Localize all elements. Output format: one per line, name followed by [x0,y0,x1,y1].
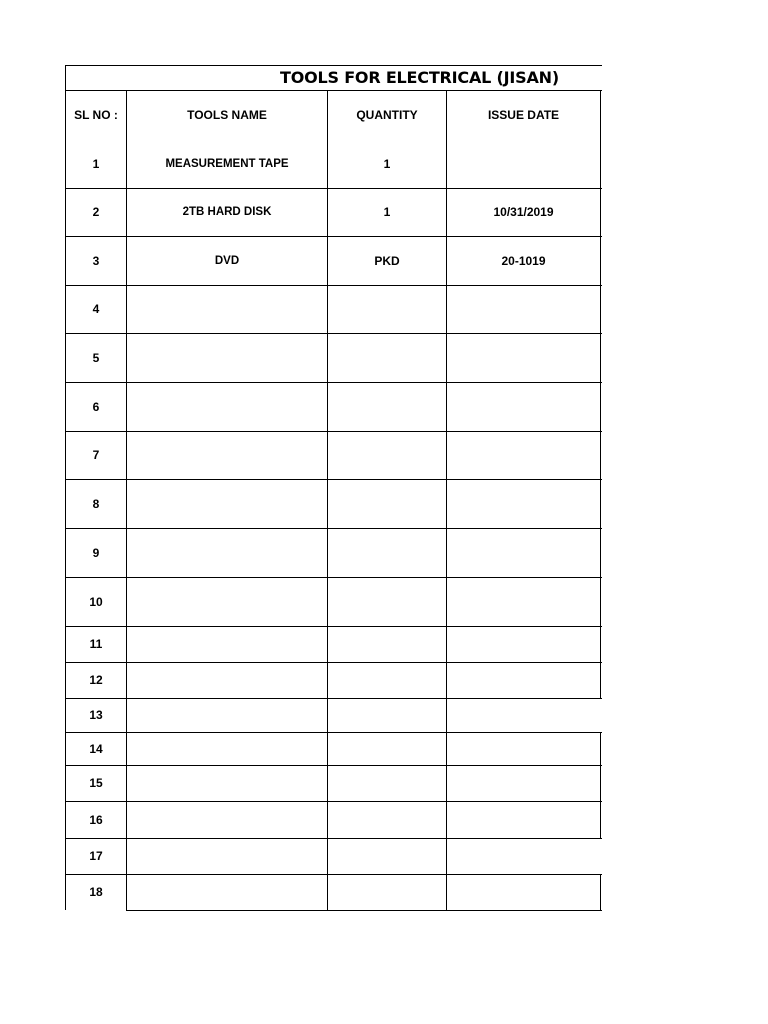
cell-issue-date [446,382,601,431]
cell-tools-name [126,431,327,479]
table-row [65,236,602,285]
table-row [65,431,602,479]
grid-line [65,698,602,699]
grid-line [65,577,602,578]
grid-line [65,479,602,480]
grid-line [65,765,602,766]
cell-tools-name: MEASUREMENT TAPE [126,139,327,188]
cell-tools-name [126,333,327,382]
grid-line [65,188,602,189]
cell-tools-name [126,626,327,662]
cell-quantity [327,626,446,662]
cell-sl-no: 11 [65,626,126,662]
table-row [65,874,602,910]
cell-quantity [327,285,446,333]
grid-line [65,732,602,733]
table-row [65,698,602,732]
cell-tools-name [126,479,327,528]
table-row [65,188,602,236]
grid-line [65,333,602,334]
cell-quantity: 1 [327,139,446,188]
cell-issue-date [446,139,601,188]
table-row [65,528,602,577]
sheet-title: TOOLS FOR ELECTRICAL (JISAN) [280,68,559,87]
cell-tools-name [126,577,327,626]
table-row [65,333,602,382]
table-row [65,139,602,188]
cell-tools-name [126,874,327,910]
header-row [65,90,602,139]
cell-tools-name [126,285,327,333]
grid-line [65,626,602,627]
cell-quantity [327,528,446,577]
cell-quantity [327,698,446,732]
cell-sl-no: 15 [65,765,126,801]
cell-sl-no: 1 [65,139,126,188]
grid-line [65,801,602,802]
cell-quantity [327,765,446,801]
header-sl-no: SL NO : [65,90,126,139]
cell-sl-no: 5 [65,333,126,382]
table-row [65,765,602,801]
grid-line [65,236,602,237]
cell-quantity [327,662,446,698]
cell-issue-date [446,577,601,626]
cell-issue-date [446,479,601,528]
cell-issue-date [446,285,601,333]
cell-issue-date [446,765,601,801]
table-row [65,479,602,528]
grid-line [65,874,602,875]
cell-quantity [327,382,446,431]
cell-sl-no: 9 [65,528,126,577]
cell-sl-no: 12 [65,662,126,698]
cell-tools-name [126,382,327,431]
table-row [65,732,602,765]
table-row [65,577,602,626]
grid-line [65,382,602,383]
cell-issue-date [446,874,601,910]
table-row [65,662,602,698]
cell-quantity [327,577,446,626]
grid-line [65,528,602,529]
header-tools-name: TOOLS NAME [126,90,327,139]
cell-sl-no: 3 [65,236,126,285]
cell-sl-no: 10 [65,577,126,626]
grid-line [126,910,602,911]
cell-quantity [327,801,446,838]
cell-quantity: 1 [327,188,446,236]
header-quantity: QUANTITY [327,90,446,139]
cell-issue-date [446,431,601,479]
grid-line [65,90,602,91]
table-row [65,838,602,874]
cell-tools-name: 2TB HARD DISK [126,188,327,236]
cell-tools-name [126,698,327,732]
cell-issue-date [446,528,601,577]
cell-quantity [327,838,446,874]
cell-issue-date [446,626,601,662]
cell-sl-no: 16 [65,801,126,838]
cell-sl-no: 7 [65,431,126,479]
header-issue-date: ISSUE DATE [446,90,601,139]
cell-quantity [327,479,446,528]
cell-tools-name [126,765,327,801]
cell-sl-no: 13 [65,698,126,732]
cell-issue-date [446,662,601,698]
cell-tools-name [126,732,327,765]
cell-quantity [327,732,446,765]
cell-issue-date [446,732,601,765]
cell-quantity [327,431,446,479]
cell-sl-no: 14 [65,732,126,765]
cell-quantity [327,874,446,910]
cell-quantity [327,333,446,382]
cell-tools-name: DVD [126,236,327,285]
grid-line [65,662,602,663]
sheet-title-row [65,65,602,90]
cell-issue-date: 10/31/2019 [446,188,601,236]
grid-line [65,285,602,286]
cell-sl-no: 6 [65,382,126,431]
cell-sl-no: 18 [65,874,126,910]
cell-tools-name [126,838,327,874]
cell-tools-name [126,801,327,838]
cell-issue-date [446,333,601,382]
cell-quantity: PKD [327,236,446,285]
cell-issue-date: 20-1019 [446,236,601,285]
cell-issue-date [446,838,601,874]
table-row [65,285,602,333]
cell-sl-no: 4 [65,285,126,333]
cell-issue-date [446,801,601,838]
cell-sl-no: 8 [65,479,126,528]
grid-line [65,431,602,432]
cell-issue-date [446,698,601,732]
table-row [65,626,602,662]
cell-tools-name [126,528,327,577]
cell-sl-no: 2 [65,188,126,236]
cell-sl-no: 17 [65,838,126,874]
cell-tools-name [126,662,327,698]
table-row [65,382,602,431]
table-row [65,801,602,838]
grid-line [65,838,602,839]
